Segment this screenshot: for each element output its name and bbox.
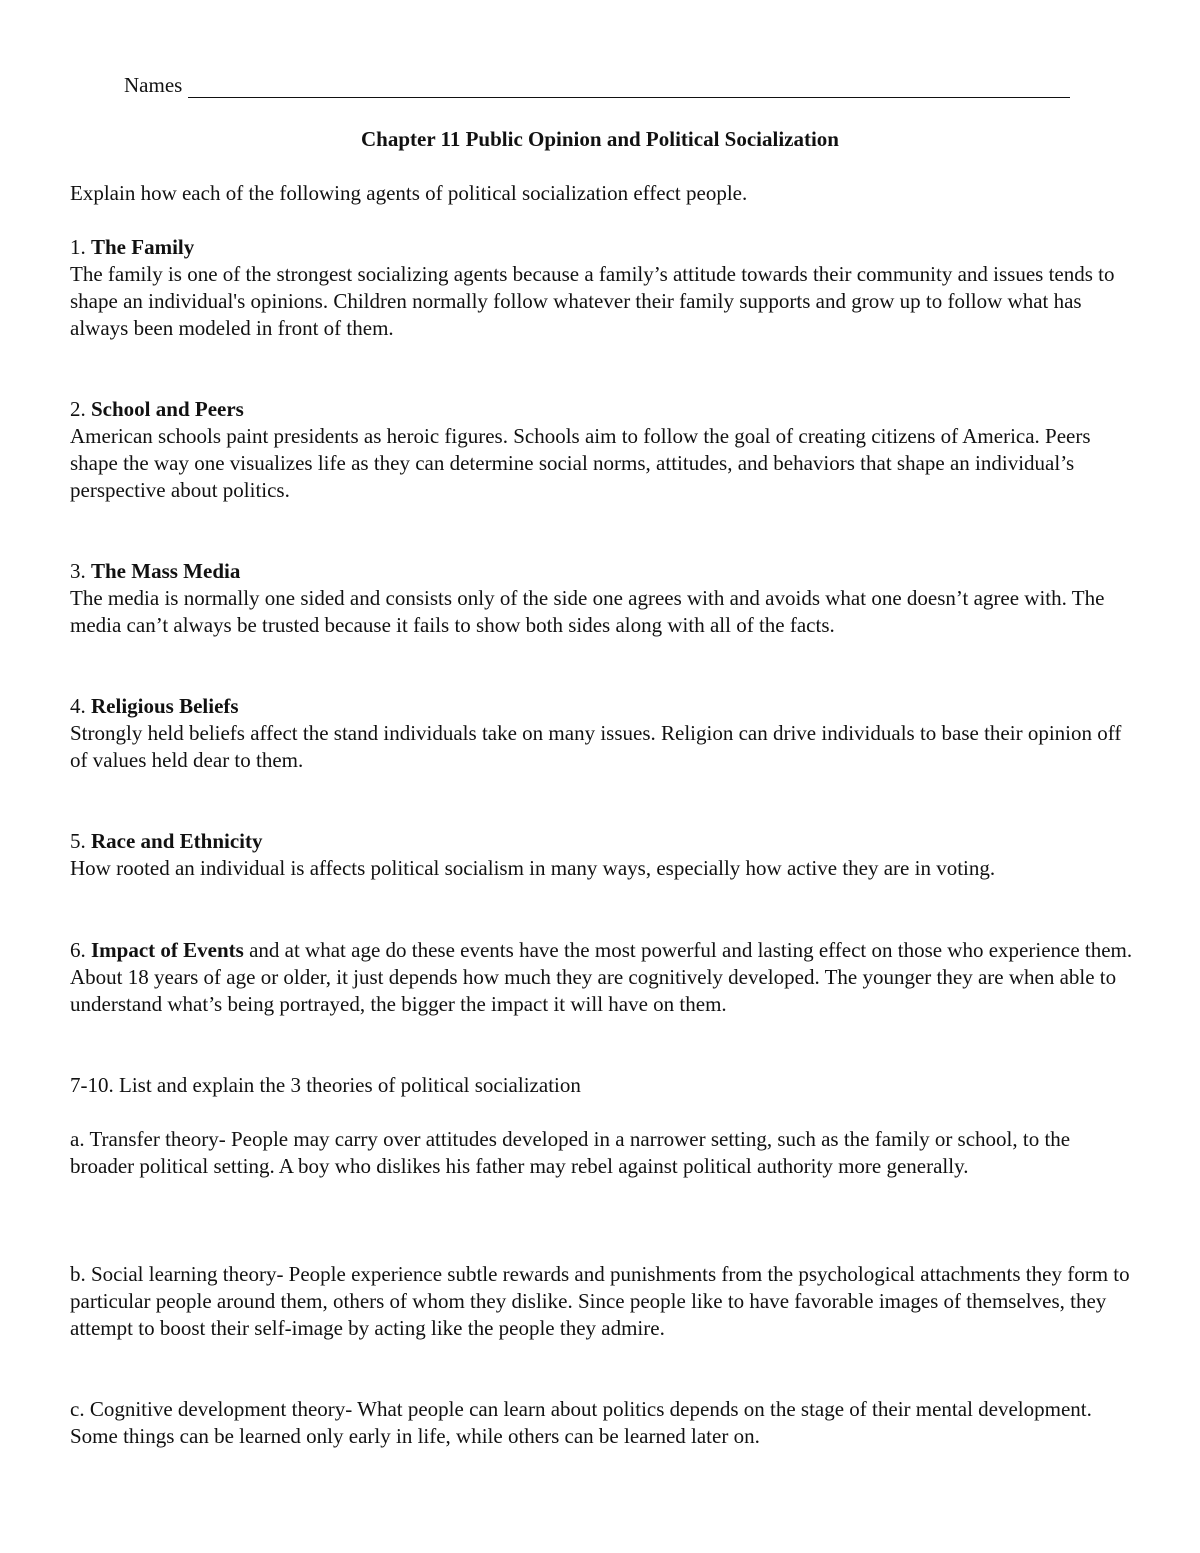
names-blank-line — [188, 77, 1070, 98]
agent-item-family — [70, 234, 1135, 342]
agent-item-race-ethnicity — [70, 828, 1135, 882]
names-label: Names — [124, 73, 183, 97]
agent-number: 5. — [70, 829, 86, 853]
agent-number: 1. — [70, 235, 86, 259]
instructions: Explain how each of the following agents of political socialization effect people. — [70, 181, 748, 205]
agent-heading-line — [70, 693, 1135, 720]
agent-heading: Impact of Events — [91, 938, 244, 962]
names-field — [124, 72, 1080, 99]
agent-heading: School and Peers — [91, 397, 244, 421]
agent-item-religious-beliefs — [70, 693, 1135, 774]
agent-heading: The Mass Media — [91, 559, 241, 583]
agent-number: 6. — [70, 938, 86, 962]
theory-cognitive-development: c. Cognitive development theory- What people can learn about politics depends on the stage of their mental development. Some things can be learned only early in life, while others can be learned later on. — [70, 1397, 1092, 1448]
agent-heading: Race and Ethnicity — [91, 829, 263, 853]
agent-heading: Religious Beliefs — [91, 694, 239, 718]
agent-heading-line — [70, 558, 1135, 585]
agent-answer: Strongly held beliefs affect the stand individuals take on many issues. Religion can drive individuals to base their opinion off of values held dear to them. — [70, 721, 1122, 772]
theory-transfer: a. Transfer theory- People may carry over attitudes developed in a narrower setting, such as the family or school, to the broader political setting. A boy who dislikes his father may rebel against political authority more generally. — [70, 1127, 1071, 1178]
agent-number: 3. — [70, 559, 86, 583]
agent-item-school-peers — [70, 396, 1135, 504]
agent-paragraph — [70, 937, 1135, 1018]
agent-answer: How rooted an individual is affects political socialism in many ways, especially how active they are in voting. — [70, 856, 996, 880]
agent-heading: The Family — [91, 235, 195, 259]
agent-heading-line — [70, 396, 1135, 423]
theories-prompt: 7-10. List and explain the 3 theories of political socialization — [70, 1073, 581, 1097]
theory-social-learning: b. Social learning theory- People experience subtle rewards and punishments from the psychological attachments they form to particular people around them, others of whom they dislike. Since people like to have favorable images of themselves, they attempt to boost their self-image by acting like the people they admire. — [70, 1262, 1130, 1340]
page-title: Chapter 11 Public Opinion and Political Socialization — [360, 127, 839, 151]
agent-number: 2. — [70, 397, 86, 421]
agent-number: 4. — [70, 694, 86, 718]
agent-heading-line — [70, 234, 1135, 261]
agent-answer: The media is normally one sided and consists only of the side one agrees with and avoids what one doesn’t agree with. The media can’t always be trusted because it fails to show both sides along with all of the facts. — [70, 586, 1105, 637]
agent-item-impact-of-events — [70, 937, 1135, 1018]
agent-answer: and at what age do these events have the most powerful and lasting effect on those who experience them. About 18 years of age or older, it just depends how much they are cognitively developed. The younger they are when able to understand what’s being portrayed, the bigger the impact it will have on them. — [70, 938, 1133, 1016]
agent-item-mass-media — [70, 558, 1135, 639]
agent-answer: The family is one of the strongest socializing agents because a family’s attitude towards their community and issues tends to shape an individual's opinions. Children normally follow whatever their family supports and grow up to follow what has always been modeled in front of them. — [70, 262, 1115, 340]
agent-heading-line — [70, 828, 1135, 855]
agent-answer: American schools paint presidents as heroic figures. Schools aim to follow the goal of creating citizens of America. Peers shape the way one visualizes life as they can determine social norms, attitudes, and behaviors that shape an individual’s perspective about politics. — [70, 424, 1091, 502]
